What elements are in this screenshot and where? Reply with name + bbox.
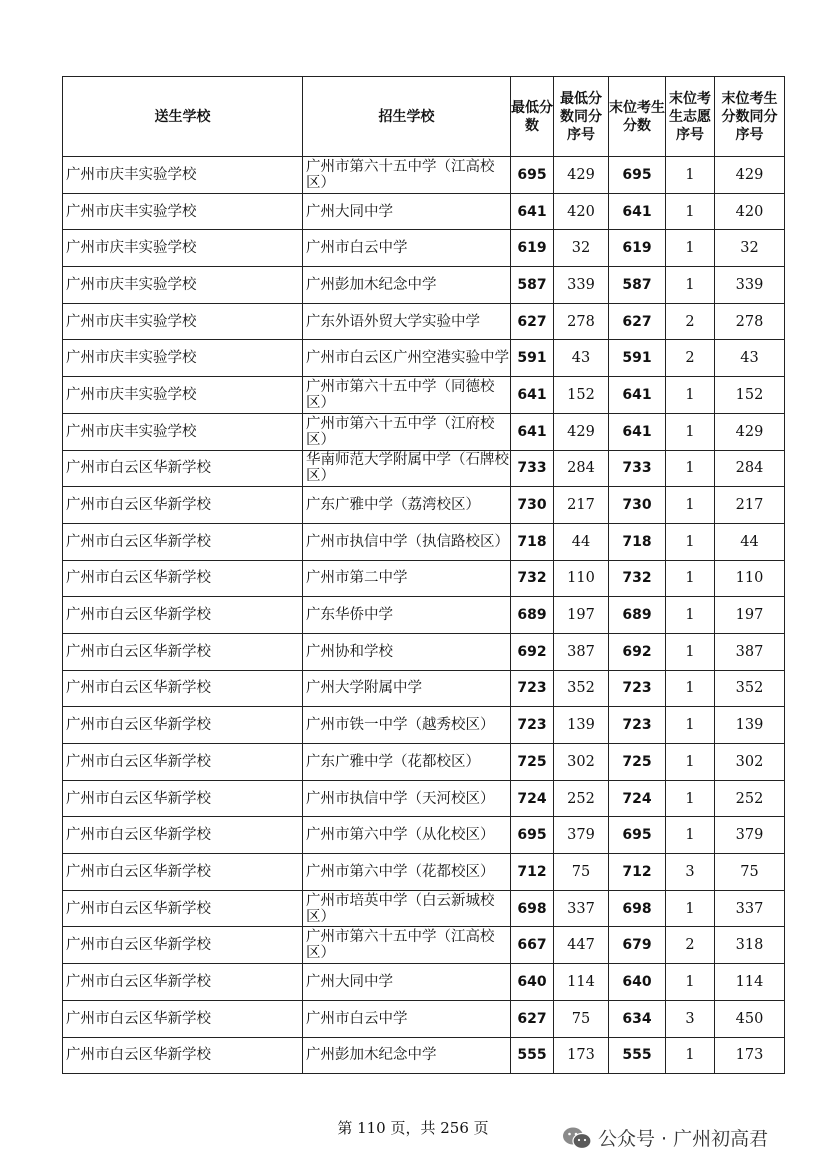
- min-score-cell: 723: [511, 707, 554, 744]
- last-score-cell: 640: [609, 964, 666, 1001]
- sending-school-cell: 广州市白云区华新学校: [63, 597, 303, 634]
- last-choice-cell: 1: [666, 377, 715, 414]
- sending-school-cell: 广州市白云区华新学校: [63, 817, 303, 854]
- last-score-cell: 619: [609, 230, 666, 267]
- last-score-rank-cell: 44: [715, 523, 785, 560]
- min-score-rank-cell: 337: [554, 890, 609, 927]
- min-score-cell: 725: [511, 744, 554, 781]
- admitting-school-cell: 广州协和学校: [303, 633, 511, 670]
- sending-school-cell: 广州市庆丰实验学校: [63, 157, 303, 194]
- sending-school-cell: 广州市白云区华新学校: [63, 744, 303, 781]
- header-min-score-rank: 最低分数同分序号: [554, 77, 609, 157]
- last-score-rank-cell: 173: [715, 1037, 785, 1074]
- table-row: [63, 560, 785, 597]
- table-row: [63, 707, 785, 744]
- sending-school-cell: 广州市白云区华新学校: [63, 560, 303, 597]
- wechat-icon: [562, 1126, 592, 1150]
- min-score-rank-cell: 43: [554, 340, 609, 377]
- last-score-cell: 718: [609, 523, 666, 560]
- min-score-cell: 733: [511, 450, 554, 487]
- min-score-cell: 695: [511, 817, 554, 854]
- min-score-cell: 641: [511, 377, 554, 414]
- last-score-rank-cell: 252: [715, 780, 785, 817]
- last-choice-cell: 1: [666, 964, 715, 1001]
- admitting-school-cell: 华南师范大学附属中学（石牌校区）: [303, 450, 511, 487]
- last-score-cell: 689: [609, 597, 666, 634]
- last-choice-cell: 2: [666, 340, 715, 377]
- table-row: [63, 157, 785, 194]
- last-score-rank-cell: 110: [715, 560, 785, 597]
- last-score-cell: 587: [609, 267, 666, 304]
- last-score-cell: 723: [609, 670, 666, 707]
- last-score-cell: 641: [609, 193, 666, 230]
- last-choice-cell: 1: [666, 817, 715, 854]
- last-choice-cell: 1: [666, 230, 715, 267]
- last-score-cell: 724: [609, 780, 666, 817]
- admitting-school-cell: 广州市第六中学（从化校区）: [303, 817, 511, 854]
- last-choice-cell: 1: [666, 890, 715, 927]
- last-score-rank-cell: 302: [715, 744, 785, 781]
- admission-table: [62, 76, 785, 1074]
- last-score-cell: 732: [609, 560, 666, 597]
- last-score-rank-cell: 339: [715, 267, 785, 304]
- last-score-cell: 591: [609, 340, 666, 377]
- last-choice-cell: 1: [666, 157, 715, 194]
- last-score-cell: 730: [609, 487, 666, 524]
- last-score-cell: 634: [609, 1000, 666, 1037]
- admitting-school-cell: 广州市培英中学（白云新城校区）: [303, 890, 511, 927]
- sending-school-cell: 广州市庆丰实验学校: [63, 377, 303, 414]
- min-score-cell: 718: [511, 523, 554, 560]
- admitting-school-cell: 广州市第二中学: [303, 560, 511, 597]
- min-score-rank-cell: 387: [554, 633, 609, 670]
- admitting-school-cell: 广州市白云区广州空港实验中学: [303, 340, 511, 377]
- min-score-cell: 692: [511, 633, 554, 670]
- last-score-rank-cell: 217: [715, 487, 785, 524]
- last-choice-cell: 1: [666, 413, 715, 450]
- table-row: [63, 487, 785, 524]
- last-score-rank-cell: 420: [715, 193, 785, 230]
- last-score-rank-cell: 318: [715, 927, 785, 964]
- last-choice-cell: 1: [666, 597, 715, 634]
- table-row: [63, 267, 785, 304]
- sending-school-cell: 广州市白云区华新学校: [63, 487, 303, 524]
- admitting-school-cell: 广东广雅中学（花都校区）: [303, 744, 511, 781]
- last-score-rank-cell: 152: [715, 377, 785, 414]
- watermark-text: 公众号 · 广州初高君: [598, 1128, 769, 1150]
- min-score-rank-cell: 429: [554, 413, 609, 450]
- admitting-school-cell: 广州市第六中学（花都校区）: [303, 854, 511, 891]
- sending-school-cell: 广州市白云区华新学校: [63, 1000, 303, 1037]
- last-score-cell: 641: [609, 377, 666, 414]
- min-score-cell: 698: [511, 890, 554, 927]
- table-row: [63, 193, 785, 230]
- last-choice-cell: 1: [666, 487, 715, 524]
- min-score-rank-cell: 44: [554, 523, 609, 560]
- min-score-cell: 712: [511, 854, 554, 891]
- min-score-cell: 627: [511, 303, 554, 340]
- min-score-cell: 587: [511, 267, 554, 304]
- last-score-rank-cell: 139: [715, 707, 785, 744]
- table-row: [63, 817, 785, 854]
- min-score-cell: 724: [511, 780, 554, 817]
- table-row: [63, 377, 785, 414]
- header-last-score-rank: 末位考生分数同分序号: [715, 77, 785, 157]
- last-score-rank-cell: 197: [715, 597, 785, 634]
- sending-school-cell: 广州市庆丰实验学校: [63, 230, 303, 267]
- sending-school-cell: 广州市白云区华新学校: [63, 523, 303, 560]
- table-row: [63, 780, 785, 817]
- table-row: [63, 633, 785, 670]
- min-score-rank-cell: 302: [554, 744, 609, 781]
- min-score-rank-cell: 152: [554, 377, 609, 414]
- last-score-cell: 692: [609, 633, 666, 670]
- sending-school-cell: 广州市白云区华新学校: [63, 854, 303, 891]
- table-row: [63, 890, 785, 927]
- header-row: [63, 77, 785, 157]
- last-score-rank-cell: 450: [715, 1000, 785, 1037]
- last-choice-cell: 1: [666, 267, 715, 304]
- table-row: [63, 744, 785, 781]
- last-score-rank-cell: 32: [715, 230, 785, 267]
- min-score-cell: 619: [511, 230, 554, 267]
- admitting-school-cell: 广州彭加木纪念中学: [303, 267, 511, 304]
- last-choice-cell: 1: [666, 450, 715, 487]
- min-score-rank-cell: 114: [554, 964, 609, 1001]
- table-row: [63, 340, 785, 377]
- sending-school-cell: 广州市白云区华新学校: [63, 964, 303, 1001]
- last-score-rank-cell: 429: [715, 413, 785, 450]
- min-score-cell: 730: [511, 487, 554, 524]
- min-score-cell: 640: [511, 964, 554, 1001]
- min-score-rank-cell: 32: [554, 230, 609, 267]
- sending-school-cell: 广州市白云区华新学校: [63, 890, 303, 927]
- admitting-school-cell: 广州彭加木纪念中学: [303, 1037, 511, 1074]
- last-score-cell: 641: [609, 413, 666, 450]
- sending-school-cell: 广州市白云区华新学校: [63, 633, 303, 670]
- min-score-rank-cell: 217: [554, 487, 609, 524]
- admitting-school-cell: 广州市白云中学: [303, 1000, 511, 1037]
- header-min-score: 最低分数: [511, 77, 554, 157]
- last-score-rank-cell: 429: [715, 157, 785, 194]
- last-score-rank-cell: 387: [715, 633, 785, 670]
- sending-school-cell: 广州市庆丰实验学校: [63, 413, 303, 450]
- admitting-school-cell: 广州市执信中学（天河校区）: [303, 780, 511, 817]
- min-score-rank-cell: 252: [554, 780, 609, 817]
- last-choice-cell: 2: [666, 927, 715, 964]
- last-score-rank-cell: 379: [715, 817, 785, 854]
- admitting-school-cell: 广州市第六十五中学（江府校区）: [303, 413, 511, 450]
- last-choice-cell: 1: [666, 193, 715, 230]
- min-score-cell: 555: [511, 1037, 554, 1074]
- table-row: [63, 670, 785, 707]
- page-number: 第 110 页，共 256 页: [337, 1119, 489, 1137]
- last-score-cell: 695: [609, 157, 666, 194]
- table-row: [63, 964, 785, 1001]
- admitting-school-cell: 广州市执信中学（执信路校区）: [303, 523, 511, 560]
- last-choice-cell: 1: [666, 523, 715, 560]
- table-row: [63, 927, 785, 964]
- admitting-school-cell: 广州市白云中学: [303, 230, 511, 267]
- min-score-cell: 723: [511, 670, 554, 707]
- admitting-school-cell: 广东外语外贸大学实验中学: [303, 303, 511, 340]
- table-row: [63, 1000, 785, 1037]
- admitting-school-cell: 广州大同中学: [303, 964, 511, 1001]
- table-row: [63, 303, 785, 340]
- admitting-school-cell: 广州市铁一中学（越秀校区）: [303, 707, 511, 744]
- sending-school-cell: 广州市庆丰实验学校: [63, 340, 303, 377]
- last-choice-cell: 1: [666, 633, 715, 670]
- sending-school-cell: 广州市庆丰实验学校: [63, 193, 303, 230]
- last-choice-cell: 1: [666, 560, 715, 597]
- min-score-cell: 732: [511, 560, 554, 597]
- table-row: [63, 450, 785, 487]
- admitting-school-cell: 广州大学附属中学: [303, 670, 511, 707]
- last-score-cell: 723: [609, 707, 666, 744]
- sending-school-cell: 广州市庆丰实验学校: [63, 303, 303, 340]
- min-score-rank-cell: 173: [554, 1037, 609, 1074]
- last-score-rank-cell: 352: [715, 670, 785, 707]
- min-score-rank-cell: 352: [554, 670, 609, 707]
- last-score-cell: 695: [609, 817, 666, 854]
- min-score-rank-cell: 284: [554, 450, 609, 487]
- min-score-rank-cell: 278: [554, 303, 609, 340]
- min-score-rank-cell: 429: [554, 157, 609, 194]
- admitting-school-cell: 广州市第六十五中学（同德校区）: [303, 377, 511, 414]
- last-score-cell: 725: [609, 744, 666, 781]
- last-choice-cell: 1: [666, 744, 715, 781]
- min-score-cell: 689: [511, 597, 554, 634]
- last-score-cell: 679: [609, 927, 666, 964]
- last-score-cell: 698: [609, 890, 666, 927]
- table-row: [63, 1037, 785, 1074]
- last-score-cell: 555: [609, 1037, 666, 1074]
- min-score-rank-cell: 379: [554, 817, 609, 854]
- watermark: [562, 1124, 768, 1151]
- admitting-school-cell: 广州市第六十五中学（江高校区）: [303, 157, 511, 194]
- table-row: [63, 523, 785, 560]
- last-choice-cell: 1: [666, 1037, 715, 1074]
- table-row: [63, 597, 785, 634]
- min-score-rank-cell: 447: [554, 927, 609, 964]
- last-choice-cell: 2: [666, 303, 715, 340]
- last-choice-cell: 3: [666, 1000, 715, 1037]
- last-score-cell: 733: [609, 450, 666, 487]
- admitting-school-cell: 广州大同中学: [303, 193, 511, 230]
- last-choice-cell: 1: [666, 670, 715, 707]
- min-score-cell: 667: [511, 927, 554, 964]
- last-score-rank-cell: 284: [715, 450, 785, 487]
- sending-school-cell: 广州市白云区华新学校: [63, 927, 303, 964]
- min-score-cell: 695: [511, 157, 554, 194]
- header-sending-school: 送生学校: [63, 77, 303, 157]
- last-choice-cell: 3: [666, 854, 715, 891]
- table-row: [63, 854, 785, 891]
- min-score-rank-cell: 75: [554, 854, 609, 891]
- last-score-rank-cell: 278: [715, 303, 785, 340]
- last-choice-cell: 1: [666, 707, 715, 744]
- sending-school-cell: 广州市白云区华新学校: [63, 670, 303, 707]
- min-score-rank-cell: 420: [554, 193, 609, 230]
- last-score-rank-cell: 337: [715, 890, 785, 927]
- sending-school-cell: 广州市白云区华新学校: [63, 1037, 303, 1074]
- last-choice-cell: 1: [666, 780, 715, 817]
- sending-school-cell: 广州市白云区华新学校: [63, 450, 303, 487]
- admitting-school-cell: 广东华侨中学: [303, 597, 511, 634]
- sending-school-cell: 广州市白云区华新学校: [63, 707, 303, 744]
- min-score-cell: 641: [511, 413, 554, 450]
- table-row: [63, 413, 785, 450]
- last-score-cell: 712: [609, 854, 666, 891]
- min-score-rank-cell: 339: [554, 267, 609, 304]
- last-score-rank-cell: 75: [715, 854, 785, 891]
- header-last-score: 末位考生分数: [609, 77, 666, 157]
- admitting-school-cell: 广州市第六十五中学（江高校区）: [303, 927, 511, 964]
- min-score-rank-cell: 75: [554, 1000, 609, 1037]
- min-score-rank-cell: 139: [554, 707, 609, 744]
- min-score-rank-cell: 197: [554, 597, 609, 634]
- min-score-rank-cell: 110: [554, 560, 609, 597]
- last-score-rank-cell: 114: [715, 964, 785, 1001]
- header-last-choice: 末位考生志愿序号: [666, 77, 715, 157]
- min-score-cell: 627: [511, 1000, 554, 1037]
- min-score-cell: 641: [511, 193, 554, 230]
- min-score-cell: 591: [511, 340, 554, 377]
- sending-school-cell: 广州市白云区华新学校: [63, 780, 303, 817]
- table-row: [63, 230, 785, 267]
- header-admitting-school: 招生学校: [303, 77, 511, 157]
- admitting-school-cell: 广东广雅中学（荔湾校区）: [303, 487, 511, 524]
- sending-school-cell: 广州市庆丰实验学校: [63, 267, 303, 304]
- last-score-cell: 627: [609, 303, 666, 340]
- last-score-rank-cell: 43: [715, 340, 785, 377]
